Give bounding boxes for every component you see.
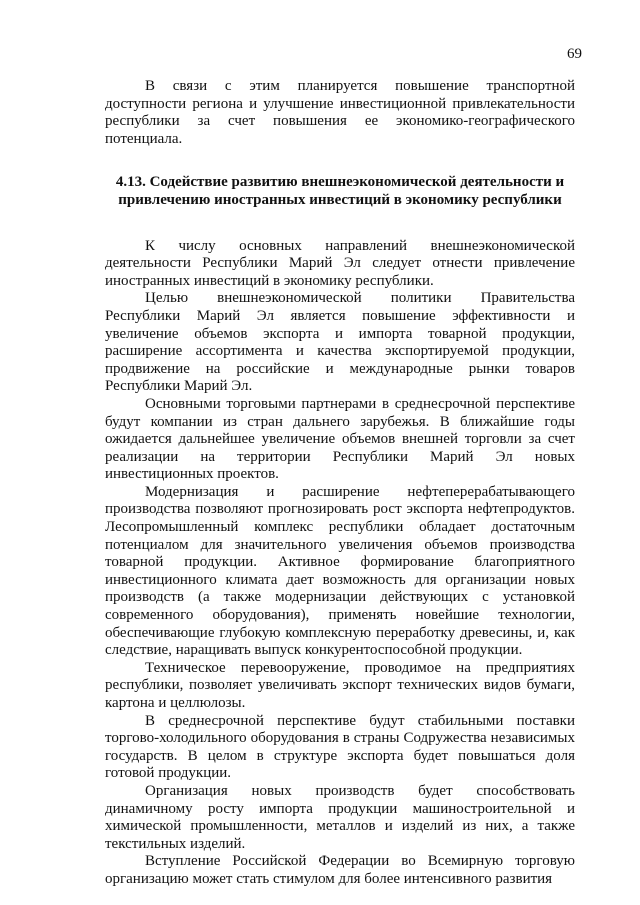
paragraph-5: Техническое перевооружение, проводимое на предприятиях республики, позволяет увеличивать экспорт технических видов бумаги, картона и целлюлозы. [105,659,575,711]
document-body [105,78,575,889]
section-heading: 4.13. Содействие развитию внешнеэкономической деятельности и привлечению иностранных инвестиций в экономику республики [115,174,565,208]
intro-paragraph: В связи с этим планируется повышение транспортной доступности региона и улучшение инвестиционной привлекательности республики за счет повышения ее экономико-географического потенциала. [105,78,575,147]
paragraph-6: В среднесрочной перспективе будут стабильными поставки торгово-холодильного оборудования в страны Содружества независимых государств. В целом в структуре экспорта будет повышаться доля готовой продукции. [105,712,575,782]
paragraph-7: Организация новых производств будет способствовать динамичному росту импорта продукции машиностроительной и химической промышленности, металлов и изделий из них, а также текстильных изделий. [105,782,575,852]
paragraph-8: Вступление Российской Федерации во Всемирную торговую организацию может стать стимулом для более интенсивного развития [105,853,575,887]
paragraph-1: К числу основных направлений внешнеэкономической деятельности Республики Марий Эл следует отнести привлечение иностранных инвестиций в экономику республики. [105,237,575,289]
paragraph-4: Модернизация и расширение нефтеперерабатывающего производства позволяют прогнозировать рост экспорта нефтепродуктов. Лесопромышленный комплекс республики обладает достаточным потенциалом для значительного увеличения объемов производства товарной продукции. Активное формирование благоприятного инвестиционного климата дает возможность для организации новых производств (а также модернизации действующих с установкой современного оборудования), применять новейшие технологии, обеспечивающие глубокую комплексную переработку древесины, и, как следствие, наращивать выпуск конкурентоспособной продукции. [105,483,575,659]
paragraph-3: Основными торговыми партнерами в среднесрочной перспективе будут компании из стран дальнего зарубежья. В ближайшие годы ожидается дальнейшее увеличение объемов внешней торговли за счет реализации на территории Республики Марий Эл новых инвестиционных проектов. [105,395,575,483]
paragraph-2: Целью внешнеэкономической политики Правительства Республики Марий Эл является повышение эффективности и увеличение объемов экспорта и импорта товарной продукции, расширение ассортимента и качества экспортируемой продукции, продвижение на российские и международные рынки товаров Республики Марий Эл. [105,290,575,395]
page-number: 69 [567,46,582,62]
